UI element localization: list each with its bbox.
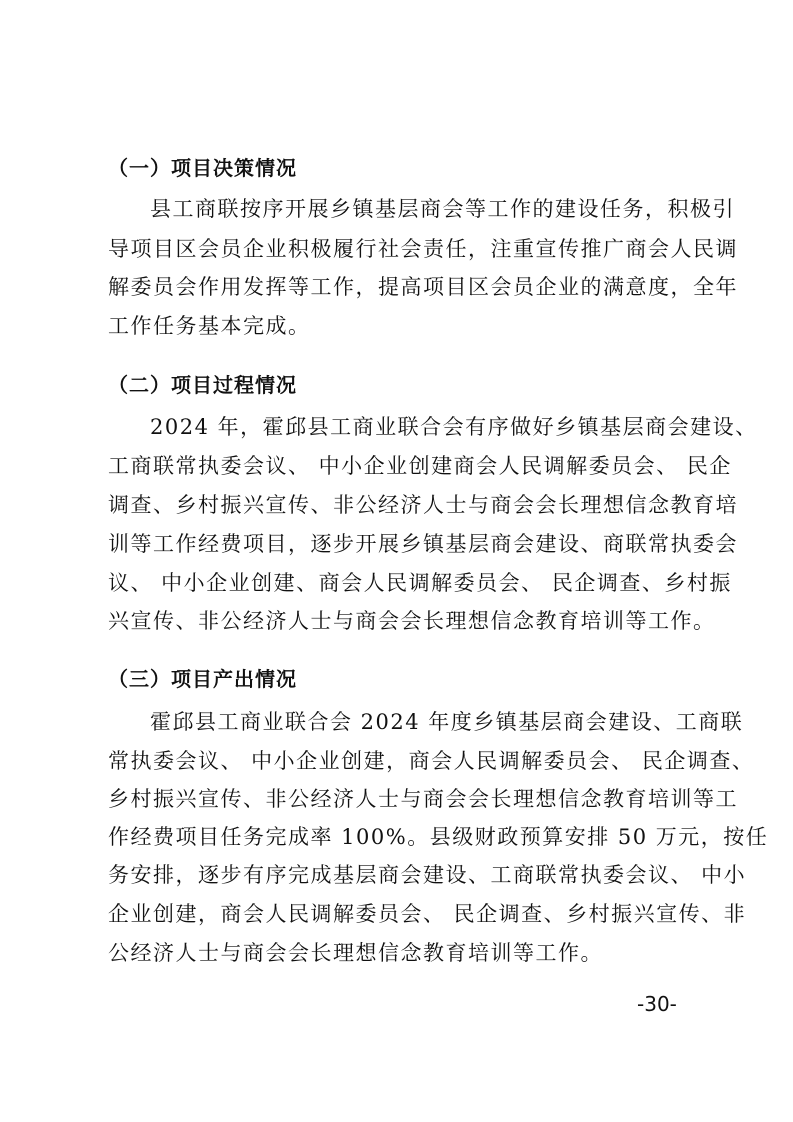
section-3-line-4: 作经费项目任务完成率 100%。县级财政预算安排 50 万元，按任 <box>108 825 769 849</box>
section-1-heading: （一）项目决策情况 <box>108 156 297 180</box>
section-3-line-2: 常执委会议、 中小企业创建，商会人民调解委员会、 民企调查、 <box>108 749 755 773</box>
section-2-line-1: 2024 年，霍邱县工商业联合会有序做好乡镇基层商会建设、 <box>150 415 758 439</box>
section-3-line-1: 霍邱县工商业联合会 2024 年度乡镇基层商会建设、工商联 <box>150 710 744 734</box>
section-2-line-3: 调查、乡村振兴宣传、非公经济人士与商会会长理想信念教育培 <box>108 493 738 517</box>
section-1-line-4: 工作任务基本完成。 <box>108 314 311 338</box>
section-3-line-5: 务安排，逐步有序完成基层商会建设、工商联常执委会议、 中小 <box>108 863 747 887</box>
section-2-line-5: 议、 中小企业创建、商会人民调解委员会、 民企调查、乡村振 <box>108 571 732 595</box>
section-2-line-2: 工商联常执委会议、 中小企业创建商会人民调解委员会、 民企 <box>108 454 732 478</box>
page-number: -30- <box>637 992 677 1016</box>
section-1-line-3: 解委员会作用发挥等工作，提高项目区会员企业的满意度，全年 <box>108 275 738 299</box>
section-1-line-1: 县工商联按序开展乡镇基层商会等工作的建设任务，积极引 <box>150 197 735 221</box>
section-2-line-6: 兴宣传、非公经济人士与商会会长理想信念教育培训等工作。 <box>108 609 716 633</box>
section-3-line-3: 乡村振兴宣传、非公经济人士与商会会长理想信念教育培训等工 <box>108 787 738 811</box>
section-3-heading: （三）项目产出情况 <box>108 667 297 691</box>
section-2-heading: （二）项目过程情况 <box>108 373 297 397</box>
section-3-line-6: 企业创建，商会人民调解委员会、 民企调查、乡村振兴宣传、非 <box>108 902 747 926</box>
section-2-line-4: 训等工作经费项目，逐步开展乡镇基层商会建设、商联常执委会 <box>108 532 738 556</box>
section-1-line-2: 导项目区会员企业积极履行社会责任，注重宣传推广商会人民调 <box>108 237 738 261</box>
section-3-line-7: 公经济人士与商会会长理想信念教育培训等工作。 <box>108 941 603 965</box>
